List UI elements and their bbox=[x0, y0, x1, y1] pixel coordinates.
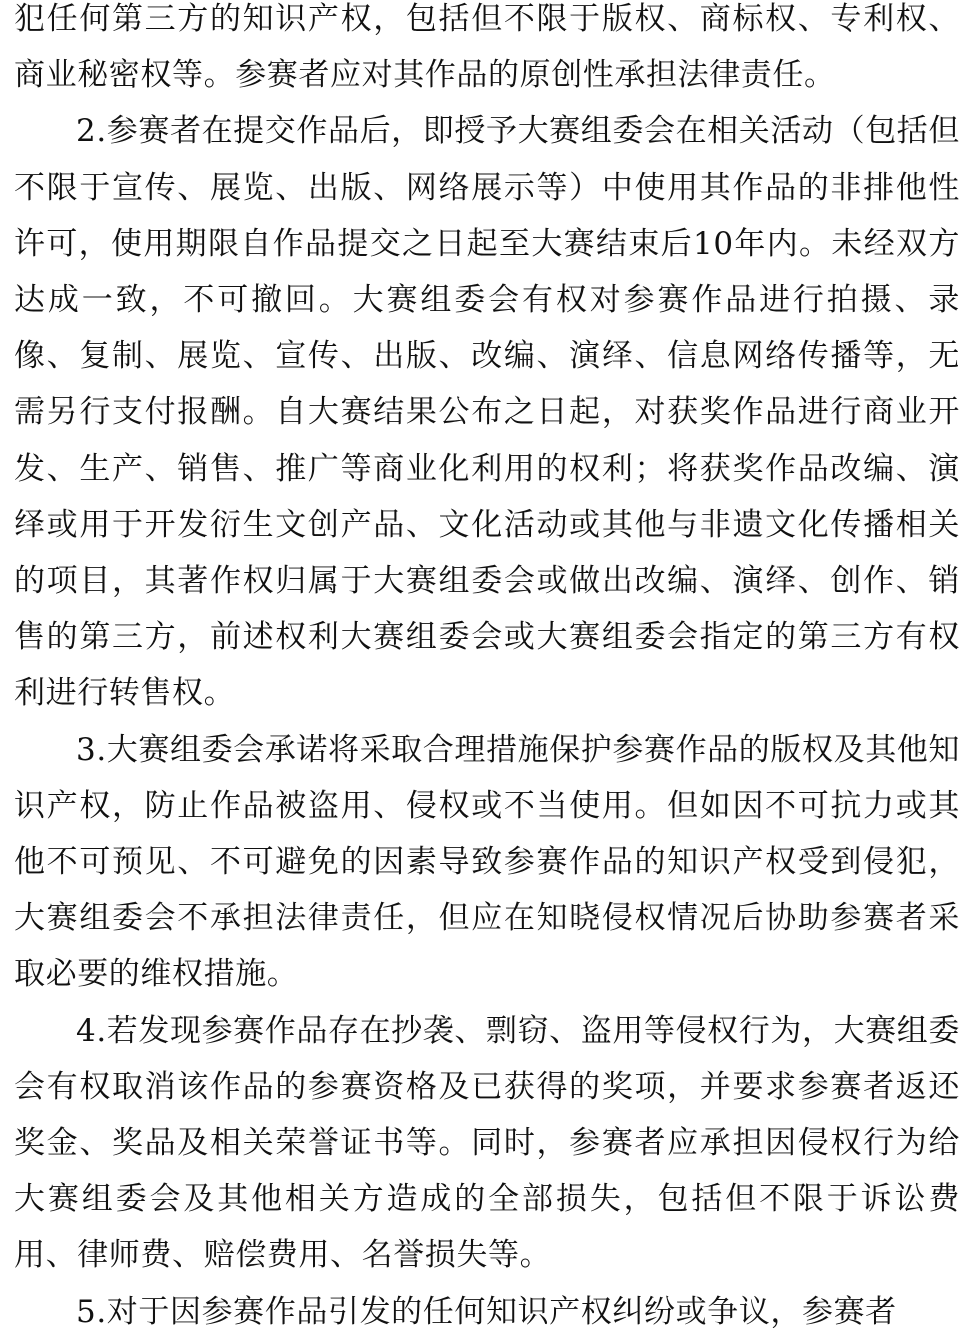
paragraph-continuation: 犯任何第三方的知识产权，包括但不限于版权、商标权、专利权、商业秘密权等。参赛者应对其作品的原创性承担法律责任。 bbox=[14, 1, 960, 94]
paragraph-clause-2: 2.参赛者在提交作品后，即授予大赛组委会在相关活动（包括但不限于宣传、展览、出版、网络展示等）中使用其作品的非排他性许可，使用期限自作品提交之日起至大赛结束后10年内。未经双方达成一致，不可撤回。大赛组委会有权对参赛作品进行拍摄、录像、复制、展览、宣传、出版、改编、演绎、信息网络传播等，无需另行支付报酬。自大赛结果公布之日起，对获奖作品进行商业开发、生产、销售、推广等商业化利用的权利；将获奖作品改编、演绎或用于开发衍生文创产品、文化活动或其他与非遗文化传播相关的项目，其著作权归属于大赛组委会或做出改编、演绎、创作、销售的第三方，前述权利大赛组委会或大赛组委会指定的第三方有权利进行转售权。 bbox=[14, 113, 960, 712]
document-page bbox=[14, 0, 960, 1340]
paragraph-clause-5: 5.对于因参赛作品引发的任何知识产权纠纷或争议，参赛者 bbox=[76, 1293, 897, 1330]
paragraph-clause-4: 4.若发现参赛作品存在抄袭、剽窃、盗用等侵权行为，大赛组委会有权取消该作品的参赛资格及已获得的奖项，并要求参赛者返还奖金、奖品及相关荣誉证书等。同时，参赛者应承担因侵权行为给大赛组委会及其他相关方造成的全部损失，包括但不限于诉讼费用、律师费、赔偿费用、名誉损失等。 bbox=[14, 1012, 960, 1274]
paragraph-clause-3: 3.大赛组委会承诺将采取合理措施保护参赛作品的版权及其他知识产权，防止作品被盗用、侵权或不当使用。但如因不可抗力或其他不可预见、不可避免的因素导致参赛作品的知识产权受到侵犯，大赛组委会不承担法律责任，但应在知晓侵权情况后协助参赛者采取必要的维权措施。 bbox=[14, 731, 960, 993]
